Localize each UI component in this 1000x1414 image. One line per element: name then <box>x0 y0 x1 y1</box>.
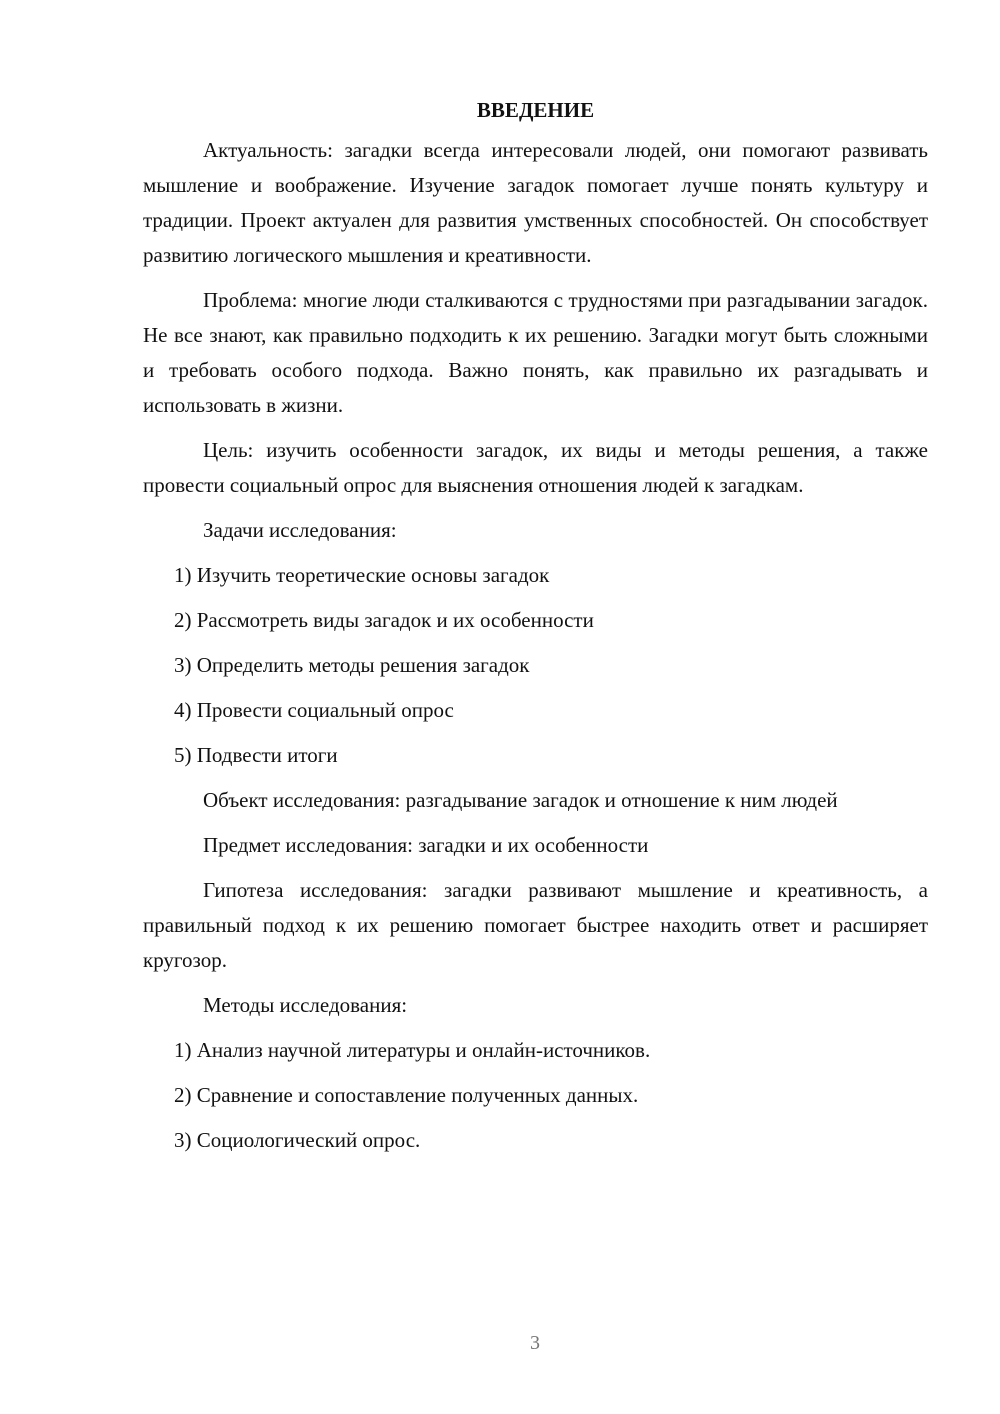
problem-paragraph: Проблема: многие люди сталкиваются с трудностями при разгадывании загадок. Не все знают, как правильно подходить к их решению. Загадки могут быть сложными и требовать особого подхода. Важно понять, как правильно их разгадывать и использовать в жизни. <box>143 288 928 417</box>
goal-paragraph: Цель: изучить особенности загадок, их виды и методы решения, а также провести социальный опрос для выяснения отношения людей к загадкам. <box>143 438 928 497</box>
list-item: 5) Подвести итоги <box>174 743 338 767</box>
methods-list <box>143 1033 928 1158</box>
list-item: 4) Провести социальный опрос <box>174 698 454 722</box>
list-item: 2) Рассмотреть виды загадок и их особенности <box>174 608 594 632</box>
page-number: 3 <box>530 1332 540 1354</box>
relevance-paragraph: Актуальность: загадки всегда интересовали людей, они помогают развивать мышление и воображение. Изучение загадок помогает лучше понять культуру и традиции. Проект актуален для развития умственных способностей. Он способствует развитию логического мышления и креативности. <box>143 138 928 267</box>
list-item: 2) Сравнение и сопоставление полученных данных. <box>174 1083 639 1107</box>
page-content <box>143 92 928 1168</box>
list-item: 3) Определить методы решения загадок <box>174 653 530 677</box>
tasks-heading: Задачи исследования: <box>203 518 397 542</box>
subject-paragraph: Предмет исследования: загадки и их особенности <box>203 833 649 857</box>
list-item: 3) Социологический опрос. <box>174 1128 421 1152</box>
object-paragraph: Объект исследования: разгадывание загадок и отношение к ним людей <box>203 788 838 812</box>
list-item: 1) Анализ научной литературы и онлайн-источников. <box>174 1038 651 1062</box>
hypothesis-paragraph: Гипотеза исследования: загадки развивают мышление и креативность, а правильный подход к их решению помогает быстрее находить ответ и расширяет кругозор. <box>143 878 928 972</box>
tasks-list <box>143 558 928 773</box>
list-item: 1) Изучить теоретические основы загадок <box>174 563 550 587</box>
section-title: ВВЕДЕНИЕ <box>476 98 595 122</box>
methods-heading: Методы исследования: <box>203 993 408 1017</box>
